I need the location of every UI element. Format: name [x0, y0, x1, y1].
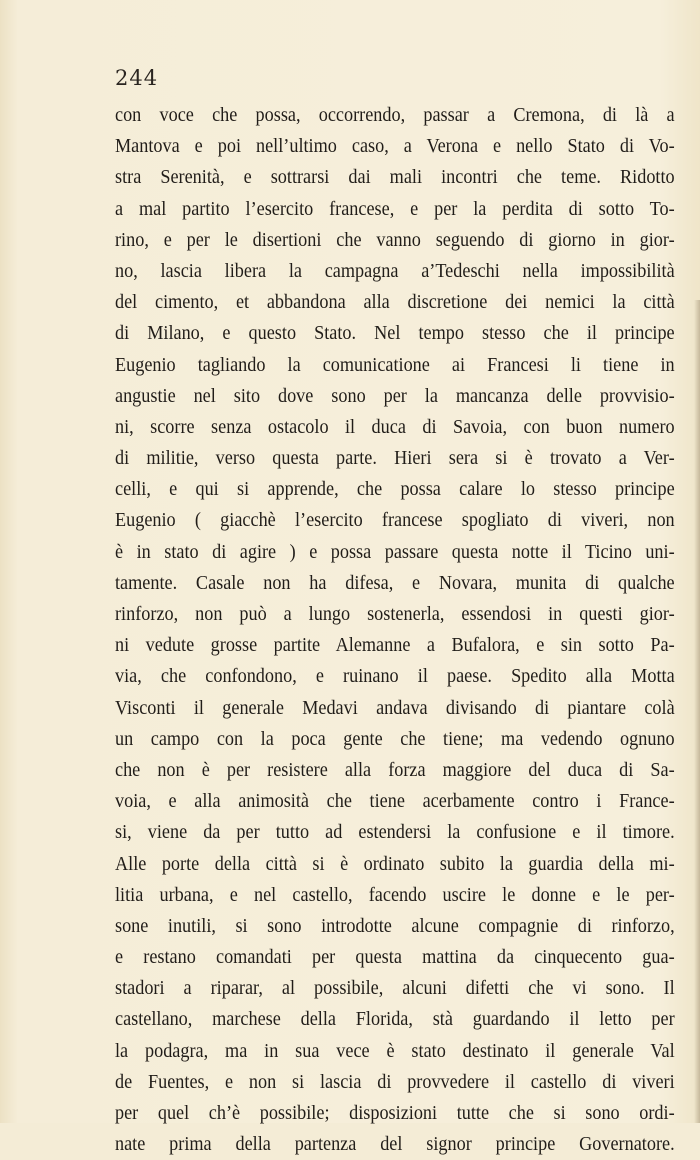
text-line: castellano, marchese della Florida, stà guardando il letto per — [115, 1008, 675, 1031]
text-line: Mantova e poi nell’ultimo caso, a Verona e nello Stato di Vo- — [115, 135, 675, 158]
text-line: Alle porte della città si è ordinato subito la guardia della mi- — [115, 852, 675, 875]
text-line: voia, e alla animosità che tiene acerbamente contro i France- — [115, 790, 675, 813]
text-line: rino, e per le disertioni che vanno seguendo di giorno in gior- — [115, 228, 675, 251]
text-line: è in stato di agire ) e possa passare questa notte il Ticino uni- — [115, 540, 675, 563]
text-line: tamente. Casale non ha difesa, e Novara, munita di qualche — [115, 571, 675, 594]
text-line: Eugenio ( giacchè l’esercito francese spogliato di viveri, non — [115, 509, 675, 532]
text-line: di militie, verso questa parte. Hieri sera si è trovato a Ver- — [115, 447, 675, 470]
text-line: che non è per resistere alla forza maggiore del duca di Sa- — [115, 758, 675, 781]
text-line: per quel ch’è possibile; disposizioni tutte che si sono ordi- — [115, 1102, 675, 1124]
text-line: litia urbana, e nel castello, facendo uscire le donne e le per- — [115, 883, 675, 906]
text-line: Eugenio tagliando la comunicatione ai Francesi li tiene in — [115, 353, 675, 376]
text-line: con voce che possa, occorrendo, passar a Cremona, di là a — [115, 104, 675, 126]
text-line: sone inutili, si sono introdotte alcune compagnie di rinforzo, — [115, 914, 675, 937]
text-line: e restano comandati per questa mattina da cinquecento gua- — [115, 946, 675, 969]
text-line: Visconti il generale Medavi andava divisando di piantare colà — [115, 696, 675, 719]
text-line: la podagra, ma in sua vece è stato destinato il generale Val — [115, 1039, 675, 1062]
text-line: ni, scorre senza ostacolo il duca di Savoia, con buon numero — [115, 415, 675, 438]
text-line: de Fuentes, e non si lascia di provvedere il castello di viveri — [115, 1070, 675, 1093]
text-line: angustie nel sito dove sono per la mancanza delle provvisio- — [115, 384, 675, 407]
page-edge-shadow — [694, 300, 700, 1123]
text-line: ni vedute grosse partite Alemanne a Bufalora, e sin sotto Pa- — [115, 634, 675, 657]
text-line: nate prima della partenza del signor principe Governatore. — [115, 1133, 675, 1156]
text-line: no, lascia libera la campagna a’Tedeschi nella impossibilità — [115, 259, 675, 282]
text-line: di Milano, e questo Stato. Nel tempo stesso che il principe — [115, 322, 675, 345]
text-line: si, viene da per tutto ad estendersi la confusione e il timore. — [115, 821, 675, 844]
text-line: rinforzo, non può a lungo sostenerla, essendosi in questi gior- — [115, 603, 675, 625]
text-line: a mal partito l’esercito francese, e per la perdita di sotto To- — [115, 197, 675, 220]
body-text — [115, 100, 675, 1160]
text-line: celli, e qui si apprende, che possa calare lo stesso principe — [115, 478, 675, 501]
text-line: un campo con la poca gente che tiene; ma vedendo ognuno — [115, 727, 675, 750]
page-number: 244 — [115, 66, 159, 90]
text-line: via, che confondono, e ruinano il paese. Spedito alla Motta — [115, 665, 675, 688]
text-line: stra Serenità, e sottrarsi dai mali incontri che teme. Ridotto — [115, 166, 675, 189]
text-line: stadori a riparar, al possibile, alcuni difetti che vi sono. Il — [115, 977, 675, 1000]
text-line: del cimento, et abbandona alla discretione dei nemici la città — [115, 291, 675, 314]
